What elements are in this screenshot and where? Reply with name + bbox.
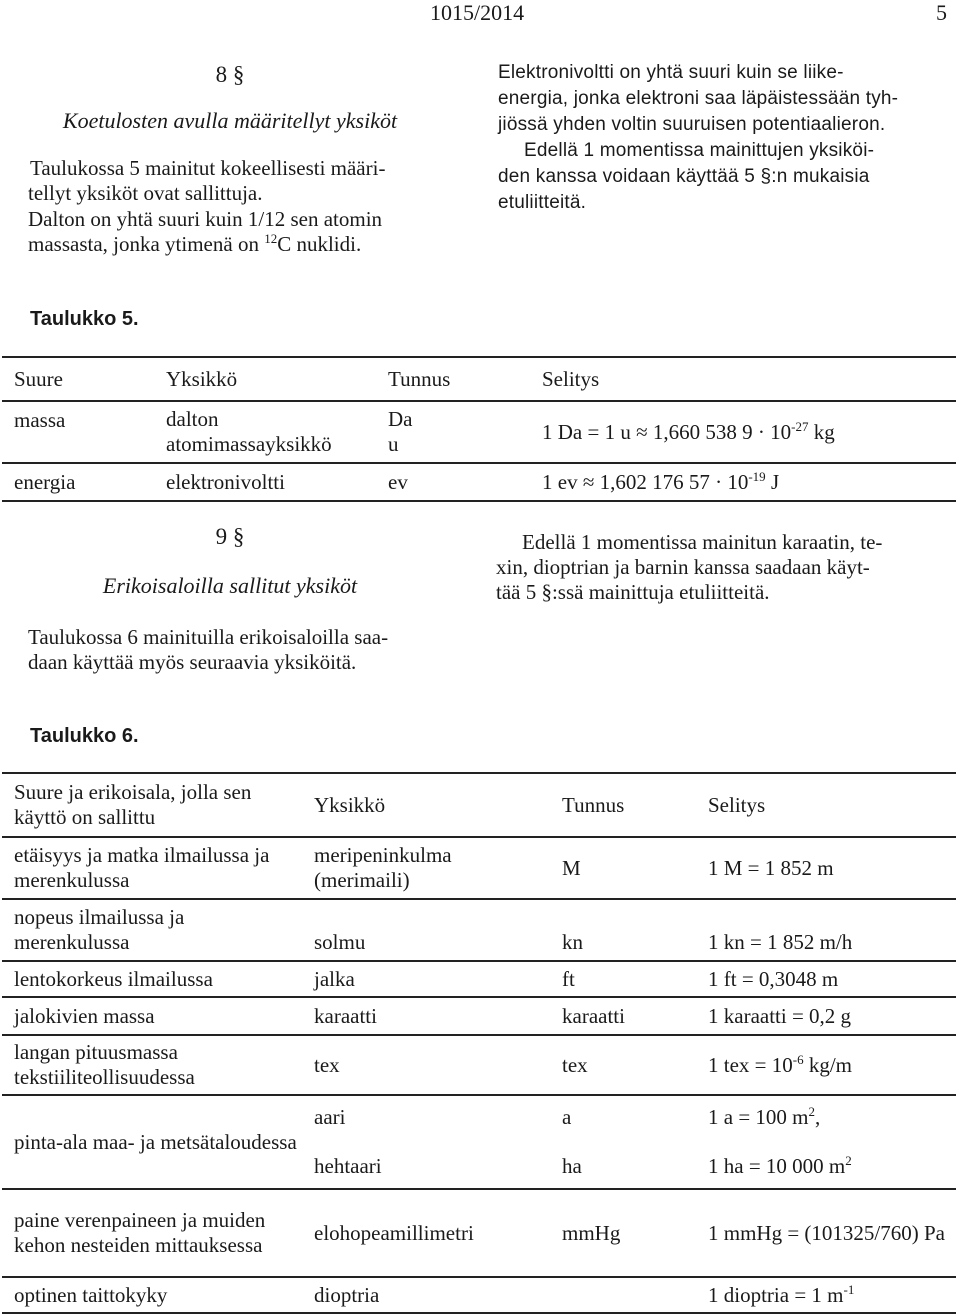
text-fragment: kg/m (803, 1052, 853, 1077)
table-header-row (2, 357, 956, 401)
explanation-cell (696, 1035, 956, 1095)
quantity-cell: jalokivien massa (2, 997, 302, 1035)
symbol-cell: ft (550, 961, 696, 997)
header-cell: Selitys (696, 773, 956, 837)
quantity-cell: massa (2, 401, 154, 463)
symbol-cell: tex (550, 1035, 696, 1095)
symbol-cell: M (550, 837, 696, 899)
unit-cell: tex (302, 1035, 550, 1095)
text-line: jiössä yhden voltin suuruisen potentiaalieron. (498, 114, 886, 135)
unit-cell: solmu (302, 899, 550, 961)
text-fragment: kg (808, 419, 835, 444)
explanation-cell (696, 1095, 956, 1189)
text-fragment: 1 dioptria = 1 m (708, 1282, 844, 1307)
text-line: Edellä 1 momentissa mainitun karaatin, te- (522, 530, 883, 554)
text-line: Dalton on yhtä suuri kuin 1/12 sen atomin (28, 207, 383, 231)
unit-cell: jalka (302, 961, 550, 997)
symbol-cell (550, 1095, 696, 1189)
text-fragment: 1 tex = 10 (708, 1052, 793, 1077)
section-9-number: 9 § (215, 524, 245, 549)
text-line: Elektronivoltti on yhtä suuri kuin se liike- (498, 62, 844, 83)
text-fragment: 1 Da = 1 u ≈ 1,660 538 9 · 10 (542, 419, 792, 444)
quantity-cell: etäisyys ja matka ilmailussa ja merenkulussa (2, 837, 302, 899)
text-fragment: , (815, 1105, 821, 1129)
text-line: Taulukossa 6 mainituilla erikoisaloilla saa- (28, 625, 389, 649)
header-cell: Yksikkö (302, 773, 550, 837)
explanation-cell: 1 M = 1 852 m (696, 837, 956, 899)
table-row (2, 1095, 956, 1189)
text-line (28, 232, 478, 257)
section-9-title: Erikoisaloilla sallitut yksiköt (102, 573, 358, 598)
table-row (2, 401, 956, 463)
unit-cell: karaatti (302, 997, 550, 1035)
quantity-cell: energia (2, 463, 154, 501)
explanation-cell (696, 1277, 956, 1313)
text-line: xin, dioptrian ja barnin kanssa saadaan käyt- (496, 555, 870, 579)
unit-line: aari (314, 1105, 346, 1129)
text-line: Edellä 1 momentissa mainittujen yksiköi- (524, 140, 875, 161)
text-line: Taulukossa 5 mainitut kokeellisesti määri- (30, 156, 386, 180)
explanation-cell: 1 kn = 1 852 m/h (696, 899, 956, 961)
quantity-cell: nopeus ilmailussa ja merenkulussa (2, 899, 302, 961)
unit-cell (302, 1095, 550, 1189)
text-fragment: C nuklidi. (277, 232, 362, 256)
header-cell: Selitys (530, 357, 956, 401)
section-8-title: Koetulosten avulla määritellyt yksiköt (62, 108, 398, 133)
text-fragment: 1 ev ≈ 1,602 176 57 · 10 (542, 469, 749, 494)
text-line: tää 5 §:ssä mainittuja etuliitteitä. (496, 580, 770, 604)
table-5-caption: Taulukko 5. (30, 308, 139, 330)
symbol-line: Da (388, 407, 413, 431)
superscript: 2 (808, 1104, 815, 1119)
text-line: energia, jonka elektroni saa läpäistessään tyh- (498, 88, 899, 109)
unit-cell: elektronivoltti (154, 463, 376, 501)
table-row (2, 997, 956, 1035)
table-row (2, 1277, 956, 1313)
text-line: tellyt yksiköt ovat sallittuja. (28, 181, 263, 205)
table-header-row (2, 773, 956, 837)
section-9-paragraph (28, 625, 478, 675)
header-cell: Tunnus (376, 357, 530, 401)
superscript: 12 (264, 231, 278, 246)
symbol-cell: karaatti (550, 997, 696, 1035)
unit-line: atomimassayksikkö (166, 432, 332, 456)
table-row (2, 961, 956, 997)
text-fragment: massasta, jonka ytimenä on (28, 232, 265, 256)
table-row (2, 837, 956, 899)
explanation-cell: 1 karaatti = 0,2 g (696, 997, 956, 1035)
quantity-cell: paine verenpaineen ja muiden kehon nesteiden mittauksessa (2, 1189, 302, 1277)
unit-cell: meripeninkulma (merimaili) (302, 837, 550, 899)
unit-cell (154, 401, 376, 463)
symbol-line: ha (562, 1154, 582, 1178)
explanation-line (708, 1105, 956, 1130)
explanation-cell: 1 mmHg = (101325/760) Pa (696, 1189, 956, 1277)
superscript: -19 (748, 468, 766, 484)
electronvolt-paragraph (498, 60, 958, 216)
symbol-cell: kn (550, 899, 696, 961)
table-row (2, 463, 956, 501)
table-row (2, 1035, 956, 1095)
table-6 (2, 772, 956, 1314)
symbol-cell (376, 401, 530, 463)
text-line: etuliitteitä. (498, 192, 587, 213)
karaatti-paragraph (496, 530, 958, 605)
table-6-caption: Taulukko 6. (30, 725, 139, 747)
symbol-cell (550, 1277, 696, 1313)
symbol-line: a (562, 1105, 572, 1129)
table-5 (2, 356, 956, 502)
superscript: -27 (791, 418, 809, 434)
superscript: 2 (845, 1153, 852, 1168)
explanation-cell: 1 ft = 0,3048 m (696, 961, 956, 997)
document-number: 1015/2014 (430, 0, 525, 25)
text-fragment: 1 a = 100 m (708, 1105, 809, 1129)
header-cell: Yksikkö (154, 357, 376, 401)
text-line: daan käyttää myös seuraavia yksiköitä. (28, 650, 357, 674)
unit-cell: dioptria (302, 1277, 550, 1313)
text-line: den kanssa voidaan käyttää 5 §:n mukaisia (498, 166, 870, 187)
superscript: -6 (792, 1051, 804, 1067)
symbol-cell: ev (376, 463, 530, 501)
section-8-number: 8 § (215, 62, 245, 87)
unit-line: hehtaari (314, 1154, 382, 1178)
explanation-cell (530, 401, 956, 463)
symbol-cell: mmHg (550, 1189, 696, 1277)
header-cell: Suure ja erikoisala, jolla sen käyttö on sallittu (2, 773, 302, 837)
unit-cell: elohopeamillimetri (302, 1189, 550, 1277)
quantity-cell: optinen taittokyky (2, 1277, 302, 1313)
text-fragment: 1 ha = 10 000 m (708, 1154, 846, 1178)
unit-line: dalton (166, 407, 219, 431)
header-cell: Suure (2, 357, 154, 401)
text-fragment: J (765, 469, 780, 494)
section-8-paragraph-1 (30, 156, 470, 206)
quantity-cell: lentokorkeus ilmailussa (2, 961, 302, 997)
explanation-line (708, 1154, 956, 1179)
quantity-cell: langan pituusmassa tekstiiliteollisuudessa (2, 1035, 302, 1095)
quantity-cell: pinta-ala maa- ja metsätaloudessa (2, 1095, 302, 1189)
table-row (2, 1189, 956, 1277)
symbol-line: u (388, 432, 399, 456)
page-number: 5 (936, 0, 947, 25)
explanation-cell (530, 463, 956, 501)
header-cell: Tunnus (550, 773, 696, 837)
section-8-paragraph-2 (28, 207, 478, 257)
superscript: -1 (843, 1281, 855, 1297)
table-row (2, 899, 956, 961)
